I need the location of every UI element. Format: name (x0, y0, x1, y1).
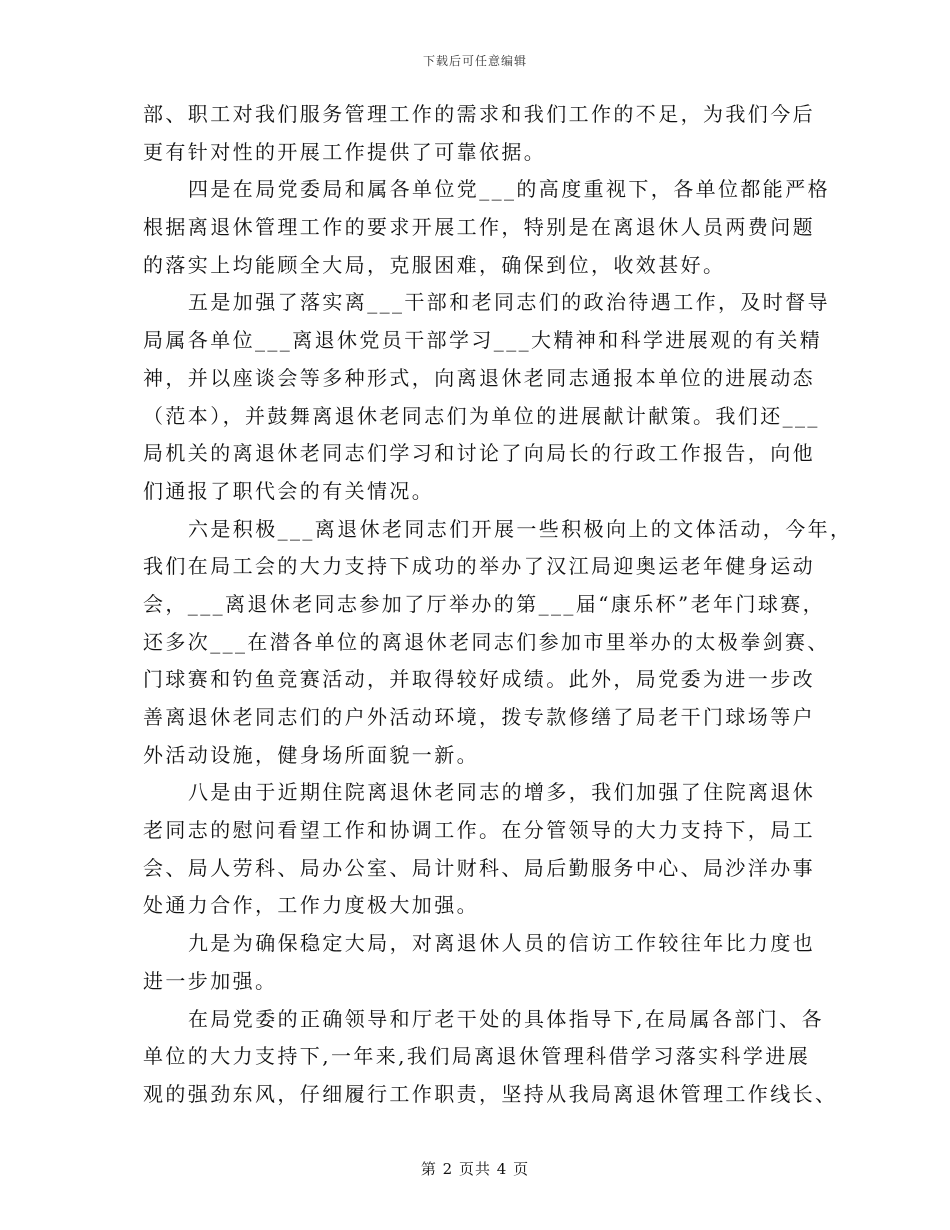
text-line: 局机关的离退休老同志们学习和讨论了向局长的行政工作报告，向他 (143, 441, 815, 466)
text-line: 更有针对性的开展工作提供了可靠依据。 (143, 139, 547, 164)
text-line: 老同志的慰问看望工作和协调工作。在分管领导的大力支持下，局工 (143, 818, 815, 843)
text-line: 善离退休老同志们的户外活动环境，拨专款修缮了局老干门球场等户 (143, 705, 815, 729)
text-line: 单位的大力支持下,一年来,我们局离退休管理科借学习落实科学进展 (143, 1044, 811, 1069)
text-line: 进一步加强。 (143, 968, 278, 993)
text-line: 的落实上均能顾全大局，克服困难，确保到位，收效甚好。 (143, 252, 726, 277)
text-line: 还多次___在潜各单位的离退休老同志们参加市里举办的太极拳剑赛、 (143, 629, 830, 654)
text-line: 根据离退休管理工作的要求开展工作，特别是在离退休人员两费问题 (143, 215, 815, 240)
text-line: 观的强劲东风，仔细履行工作职责，坚持从我局离退休管理工作线长、 (143, 1081, 838, 1106)
paragraph-first-line: 八是由于近期住院离退休老同志的增多，我们加强了住院离退休 (188, 780, 816, 805)
text-line: 处通力合作，工作力度极大加强。 (143, 893, 479, 918)
paragraph-first-line: 四是在局党委局和属各单位党___的高度重视下，各单位都能严格 (188, 177, 830, 202)
document-body (143, 102, 853, 1122)
text-line: 们通报了职代会的有关情况。 (143, 478, 435, 503)
page-header: 下载后可任意编辑 (422, 54, 527, 68)
text-line: 神，并以座谈会等多种形式，向离退休老同志通报本单位的进展动态 (143, 365, 815, 390)
text-line: （范本），并鼓舞离退休老同志们为单位的进展献计献策。我们还___ (143, 403, 820, 428)
paragraph-first-line: 六是积极___离退休老同志们开展一些积极向上的文体活动，今年， (188, 516, 853, 541)
text-line: 部、职工对我们服务管理工作的需求和我们工作的不足，为我们今后 (143, 102, 815, 126)
paragraph-first-line: 在局党委的正确领导和厅老干处的具体指导下,在局属各部门、各 (188, 1006, 824, 1031)
text-line: 外活动设施，健身场所面貌一新。 (143, 742, 479, 767)
text-line: 我们在局工会的大力支持下成功的举办了汉江局迎奥运老年健身运动 (143, 554, 815, 579)
text-line: 会，___离退休老同志参加了厅举办的第___届“康乐杯”老年门球赛， (143, 591, 826, 616)
paragraph-first-line: 五是加强了落实离___干部和老同志们的政治待遇工作，及时督导 (188, 290, 830, 315)
text-line: 门球赛和钓鱼竞赛活动，并取得较好成绩。此外，局党委为进一步改 (143, 667, 815, 692)
paragraph-first-line: 九是为确保稳定大局，对离退休人员的信访工作较往年比力度也 (188, 931, 816, 956)
page-footer: 第 2 页共 4 页 (420, 1160, 530, 1178)
text-line: 会、局人劳科、局办公室、局计财科、局后勤服务中心、局沙洋办事 (143, 855, 815, 880)
text-line: 局属各单位___离退休党员干部学习___大精神和科学进展观的有关精 (143, 328, 823, 353)
